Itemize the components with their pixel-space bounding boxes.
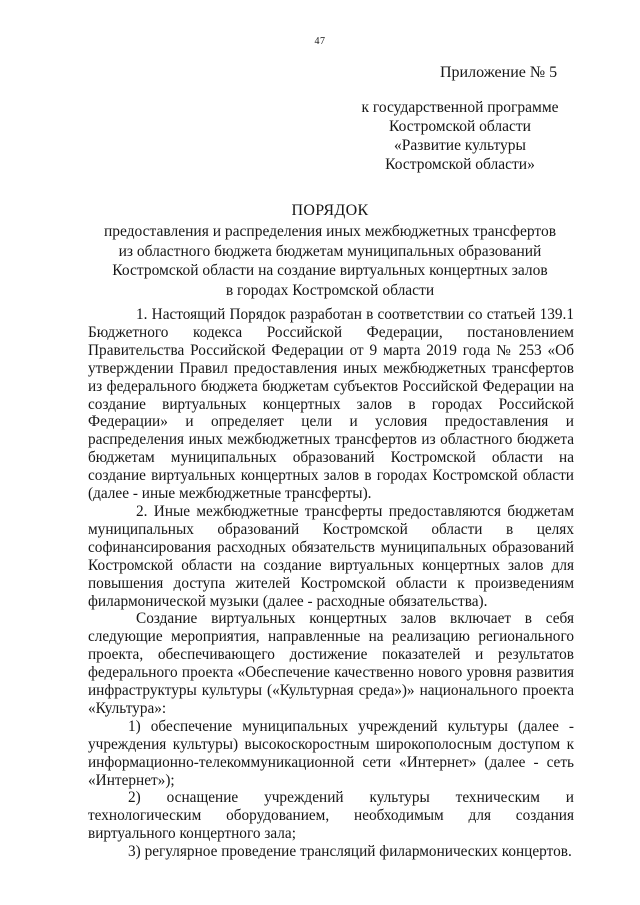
- list-item-2: 2) оснащение учреждений культуры техническим и технологическим оборудованием, необходимым для создания виртуального концертного зала;: [88, 789, 574, 843]
- document-title: ПОРЯДОК: [291, 202, 369, 219]
- document-subtitle: [100, 222, 560, 300]
- document-subtitle-line: предоставления и распределения иных межбюджетных трансфертов: [103, 223, 557, 240]
- document-subtitle-line: Костромской области на создание виртуальных концертных залов: [112, 262, 548, 279]
- list-item-1: 1) обеспечение муниципальных учреждений культуры (далее - учреждения культуры) высокоскоростным широкополосным доступом к информационно-телекоммуникационной сети «Интернет» (далее - сеть «Интернет»);: [88, 717, 574, 789]
- document-body: [88, 306, 574, 861]
- paragraph-1: 1. Настоящий Порядок разработан в соответствии со статьей 139.1 Бюджетного кодекса Российской Федерации, постановлением Правительства Российской Федерации от 9 марта 2019 года № 253 «Об утверждении Правил предоставления иных межбюджетных трансфертов из федерального бюджета бюджетам субъектов Российской Федерации на создание виртуальных концертных залов в городах Российской Федерации» и определяет цели и условия предоставления и распределения иных межбюджетных трансфертов из областного бюджета бюджетам муниципальных образований Костромской области на создание виртуальных концертных залов в городах Костромской области (далее - иные межбюджетные трансферты).: [88, 306, 574, 503]
- appendix-reference-line: Костромской области: [389, 118, 531, 135]
- appendix-reference-line: «Развитие культуры: [394, 137, 526, 154]
- appendix-reference-line: к государственной программе: [361, 99, 559, 116]
- paragraph-2: 2. Иные межбюджетные трансферты предоставляются бюджетам муниципальных образований Костромской области в целях софинансирования расходных обязательств муниципальных образований Костромской области на создание виртуальных концертных залов для повышения доступа жителей Костромской области к произведениям филармонической музыки (далее - расходные обязательства).: [88, 502, 574, 610]
- document-subtitle-line: из областного бюджета бюджетам муниципальных образований: [118, 242, 542, 260]
- appendix-label: Приложение № 5: [440, 64, 558, 81]
- page-number: 47: [314, 36, 326, 47]
- list-item-3: 3) регулярное проведение трансляций филармонических концертов.: [128, 843, 572, 861]
- document-subtitle-line: в городах Костромской области: [225, 281, 435, 299]
- appendix-reference: [350, 98, 570, 174]
- paragraph-activities-intro: Создание виртуальных концертных залов включает в себя следующие мероприятия, направленные на реализацию регионального проекта, обеспечивающего достижение показателей и результатов федерального проекта «Обеспечение качественно нового уровня развития инфраструктуры культуры («Культурная среда»)» национального проекта «Культура»:: [88, 610, 574, 717]
- appendix-reference-line: Костромской области»: [385, 156, 535, 173]
